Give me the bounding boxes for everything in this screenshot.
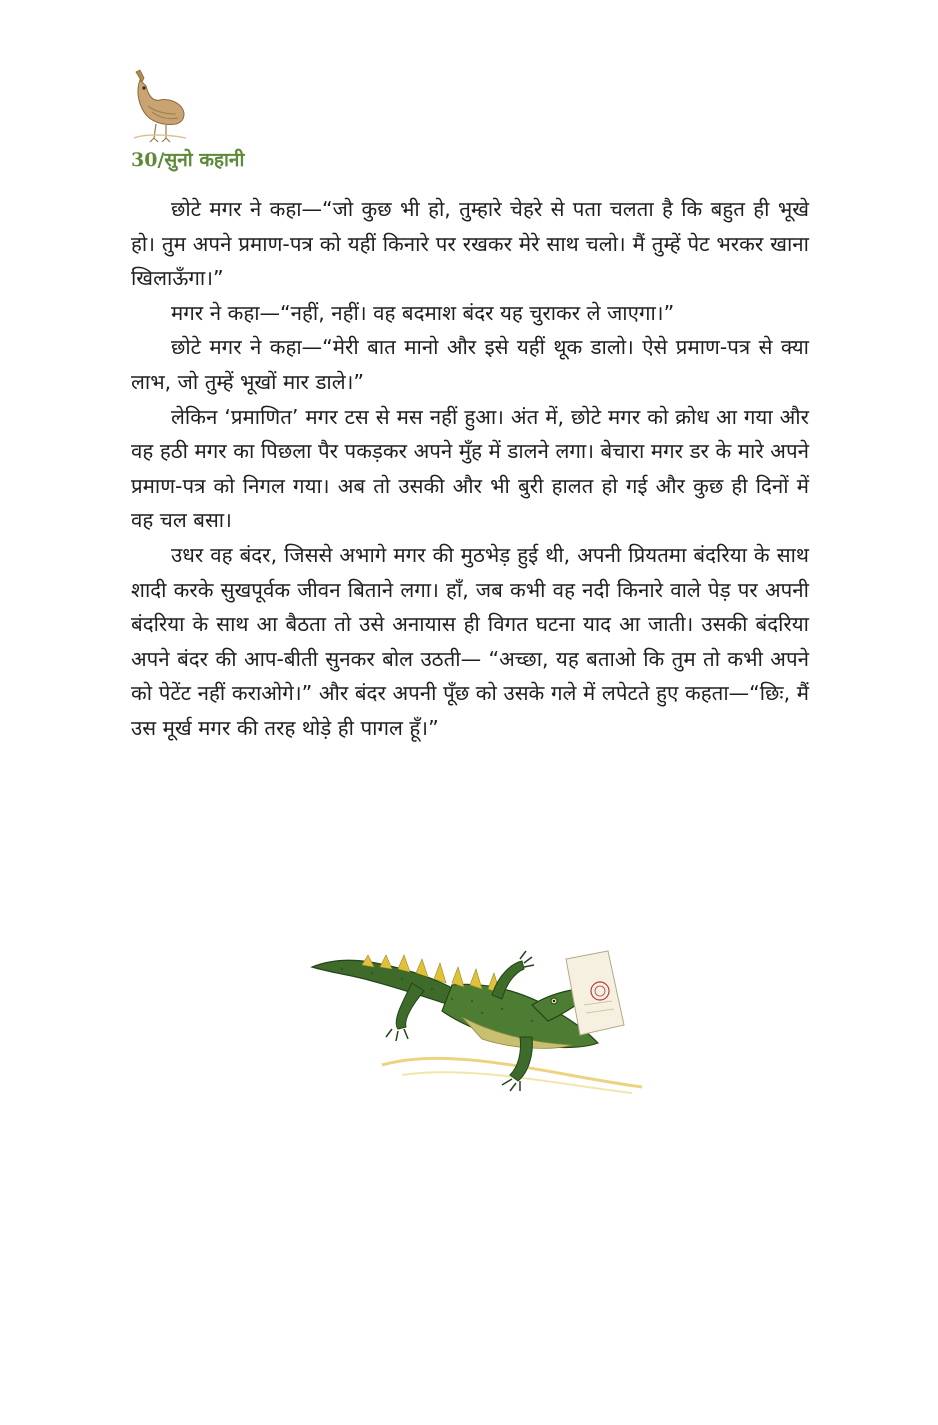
page-number: 30/ [131, 149, 165, 171]
paragraph: छोटे मगर ने कहा—“जो कुछ भी हो, तुम्हारे चेहरे से पता चलता है कि बहुत ही भूखे हो। तुम अपने प्रमाण-पत्र को यहीं किनारे पर रखकर मेरे साथ चलो। मैं तुम्हें पेट भरकर खाना खिलाऊँगा।” [131, 197, 809, 291]
paragraph: लेकिन ‘प्रमाणित’ मगर टस से मस नहीं हुआ। अंत में, छोटे मगर को क्रोध आ गया और वह हठी मगर का पिछला पैर पकड़कर अपने मुँह में डालने लगा। बेचारा मगर डर के मारे अपने प्रमाण-पत्र को निगल गया। अब तो उसकी और भी बुरी हालत हो गई और कुछ ही दिनों में वह चल बसा। [131, 404, 809, 533]
bird-icon [126, 68, 188, 144]
story-text [131, 192, 809, 746]
page-header [131, 146, 244, 172]
paragraph: उधर वह बंदर, जिससे अभागे मगर की मुठभेड़ हुई थी, अपनी प्रियतमा बंदरिया के साथ शादी करके सुखपूर्वक जीवन बिताने लगा। हाँ, जब कभी वह नदी किनारे वाले पेड़ पर अपनी बंदरिया के साथ आ बैठता तो उसे अनायास ही विगत घटना याद आ जाती। उसकी बंदरिया अपने बंदर की आप-बीती सुनकर बोल उठती— “अच्छा, यह बताओ कि तुम तो कभी अपने को पेटेंट नहीं कराओगे।” और बंदर अपनी पूँछ को उसके गले में लपेटते हुए कहता—“छिः, मैं उस मूर्ख मगर की तरह थोड़े ही पागल हूँ।” [131, 542, 809, 740]
paragraph: मगर ने कहा—“नहीं, नहीं। वह बदमाश बंदर यह चुराकर ले जाएगा।” [171, 300, 675, 325]
book-title: सुनो कहानी [164, 149, 245, 171]
paragraph: छोटे मगर ने कहा—“मेरी बात मानो और इसे यहीं थूक डालो। ऐसे प्रमाण-पत्र से क्या लाभ, जो तुम्हें भूखों मार डाले।” [131, 335, 809, 394]
crocodile-illustration [302, 925, 648, 1111]
